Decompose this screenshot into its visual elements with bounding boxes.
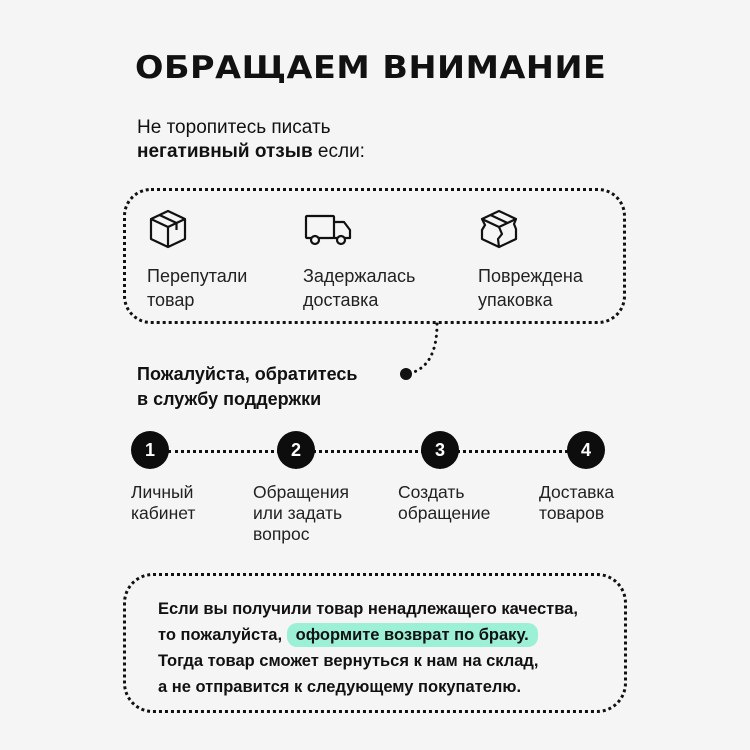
step-label-1: [131, 482, 195, 524]
intro-bold: негативный отзыв: [137, 141, 313, 162]
step-label-line: Создать: [398, 482, 465, 502]
step-label-line: Личный: [131, 482, 194, 502]
step-circle-2: 2: [277, 431, 315, 469]
issue-label-line: доставка: [303, 290, 379, 310]
page-title: ОБРАЩАЕМ ВНИМАНИЕ: [135, 50, 607, 86]
step-circle-3: 3: [421, 431, 459, 469]
step-label-2: [253, 482, 349, 545]
truck-icon: [303, 208, 353, 250]
issue-label: [478, 264, 583, 312]
issue-label: [147, 264, 247, 312]
issue-label: [303, 264, 415, 312]
intro-line-1: Не торопитесь писать: [137, 117, 331, 138]
step-label-line: или задать: [253, 503, 343, 523]
steps-line: [168, 450, 568, 453]
note-line-2: [158, 622, 578, 648]
step-label-line: обращение: [398, 503, 491, 523]
issue-label-line: Перепутали: [147, 266, 248, 286]
issue-item: [147, 208, 247, 312]
step-label-line: вопрос: [253, 524, 310, 544]
return-highlight: оформите возврат по браку.: [287, 623, 538, 647]
step-label-line: кабинет: [131, 503, 196, 523]
issue-item: [478, 208, 583, 312]
step-circle-4: 4: [567, 431, 605, 469]
note-line-4: а не отправится к следующему покупателю.: [158, 678, 522, 696]
issue-item: [303, 208, 415, 312]
note-text: [158, 596, 578, 700]
issue-label-line: упаковка: [478, 290, 553, 310]
damaged-box-icon: [478, 208, 520, 250]
support-line-2: в службу поддержки: [137, 389, 322, 409]
step-label-line: Доставка: [539, 482, 615, 502]
issue-label-line: Повреждена: [478, 266, 583, 286]
step-label-4: [539, 482, 614, 524]
step-label-line: Обращения: [253, 482, 349, 502]
intro-rest: если:: [312, 141, 365, 162]
note-line-1: Если вы получили товар ненадлежащего качества,: [158, 600, 578, 618]
note-line-3: Тогда товар сможет вернуться к нам на склад,: [158, 652, 539, 670]
note-line-2-prefix: то пожалуйста,: [158, 626, 287, 644]
step-label-3: [398, 482, 490, 524]
box-icon: [147, 208, 189, 250]
issue-label-line: Задержалась: [303, 266, 416, 286]
support-line-1: Пожалуйста, обратитесь: [137, 364, 358, 384]
intro-text: [137, 116, 365, 164]
connector-dots: [400, 322, 445, 382]
step-circle-1: 1: [131, 431, 169, 469]
intro-line-2: [137, 140, 365, 164]
step-label-line: товаров: [539, 503, 605, 523]
issue-label-line: товар: [147, 290, 195, 310]
support-text: [137, 362, 357, 412]
